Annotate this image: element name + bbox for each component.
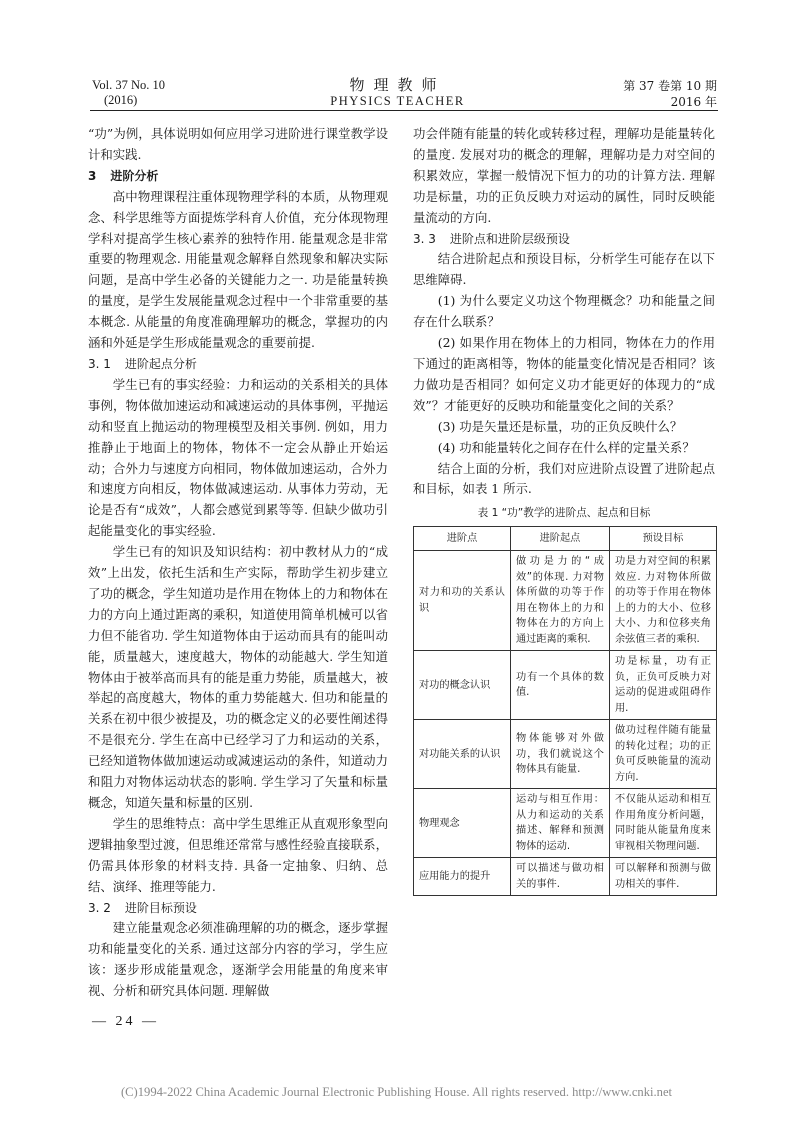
- paragraph: 学生已有的知识及知识结构：初中教材从力的“成效”上出发，依托生活和生产实际，帮助学生初步建立了功的概念，学生知道功是作用在物体上的力和物体在力的方向上通过距离的乘积，知道使用简单机械可以省力但不能省功. 学生知道物体由于运动而具有的能叫动能，质量越大，速度越大，物体的动能越大. 学生知道物体由于被举高而具有的能是重力势能，质量越大，被举起的高度越大，物体的重力势能越大. 但功和能量的关系在初中很少被提及，功的概念定义的必要性阐述得不是很充分. 学生在高中已经学习了力和运动的关系，已经知道物体做加速运动或减速运动的条件，知道动力和阻力对物体运动状态的影响. 学生学习了矢量和标量概念，知道矢量和标量的区别.: [88, 544, 388, 810]
- section-heading: 3 进阶分析: [88, 168, 159, 183]
- journal-volume: [92, 78, 165, 108]
- journal-title-cn: 物理教师: [349, 76, 446, 94]
- table-cell: 功有一个具体的数值.: [511, 651, 610, 720]
- table-header: 进阶起点: [511, 527, 610, 551]
- table-cell: 对功的概念认识: [414, 651, 511, 720]
- table-cell: 物理观念: [414, 789, 511, 858]
- paragraph: 高中物理课程注重体现物理学科的本质，从物理观念、科学思维等方面提炼学科育人价值，充分体现物理学科对提高学生核心素养的独特作用. 能量观念是非常重要的物理观念. 用能量观念解释自然现象和解决实际问题，是高中学生必备的关键能力之一. 功是能量转换的量度，是学生发展能量观念过程中一个非常重要的基本概念. 从能量的角度准确理解功的概念，掌握功的内涵和外延是学生形成能量观念的重要前提.: [88, 188, 388, 351]
- table-cell: 做功过程伴随有能量的转化过程；功的正负可反映能量的流动方向.: [610, 720, 717, 789]
- issue-cn: 第 37 卷第 10 期: [623, 79, 717, 93]
- table-cell: 应用能力的提升: [414, 858, 511, 896]
- table-row: [414, 551, 717, 651]
- table-cell: 功是标量，功有正负，正负可反映力对运动的促进或阻碍作用.: [610, 651, 717, 720]
- paragraph: 建立能量观念必须准确理解的功的概念，逐步掌握功和能量变化的关系. 通过这部分内容的学习，学生应该：逐步形成能量观念，逐渐学会用能量的角度来审视、分析和研究具体问题. 理解做: [88, 920, 388, 999]
- paragraph: 学生已有的事实经验：力和运动的关系相关的具体事例，物体做加速运动和减速运动的具体事例，平抛运动和竖直上抛运动的物理模型及相关事例. 例如，用力推静止于地面上的物体，物体不一定会从静止开始运动；合外力与速度方向相同，物体做加速运动，合外力和速度方向相反，物体做减速运动. 从事体力劳动，无论是否有“成效”，人都会感觉到累等等. 但缺少做功引起能量变化的事实经验.: [88, 376, 388, 539]
- page-number: — 24 —: [92, 1014, 159, 1029]
- question-item: (3) 功是矢量还是标量，功的正负反映什么？: [437, 418, 683, 434]
- paragraph: “功”为例，具体说明如何应用学习进阶进行课堂教学设计和实践.: [88, 126, 388, 162]
- table-cell: 可以描述与做功相关的事件.: [511, 858, 610, 896]
- copyright-footer: (C)1994-2022 China Academic Journal Electronic Publishing House. All rights reserved. http://www.cnki.net: [120, 1085, 673, 1099]
- paragraph: 学生的思维特点：高中学生思维正从直观形象型向逻辑抽象型过渡，但思维还常常与感性经验直接联系，仍需具体形象的材料支持. 具备一定抽象、归纳、总结、演绎、推理等能力.: [88, 815, 388, 894]
- paragraph: 功会伴随有能量的转化或转移过程，理解功是能量转化的量度. 发展对功的概念的理解，理解功是力对空间的积累效应，掌握一般情况下恒力的功的计算方法. 理解功是标量，功的正负反映力对运动的属性，同时反映能量流动的方向.: [413, 126, 715, 225]
- journal-title: [300, 76, 495, 108]
- progression-table: [413, 526, 717, 896]
- question-item: (2) 如果作用在物体上的力相同，物体在力的作用下通过的距离相等，物体的能量变化情况是否相同？该力做功是否相同？如何定义功才能更好的体现力的“成效”？才能更好的反映功和能量变化之间的关系？: [413, 335, 715, 413]
- table-row: [414, 789, 717, 858]
- table-header: 预设目标: [610, 527, 717, 551]
- table-header-row: [414, 527, 717, 551]
- table-row: [414, 720, 717, 789]
- year-cn: 2016 年: [670, 95, 717, 109]
- paragraph: 结合进阶起点和预设目标，分析学生可能存在以下思维障碍.: [413, 251, 715, 288]
- table-cell: 做功是力的“成效”的体现. 力对物体所做的功等于作用在物体上的力和物体在力的方向上通过距离的乘积.: [511, 551, 610, 651]
- header-rule: [90, 110, 718, 111]
- subsection-heading: 3. 1 进阶起点分析: [88, 356, 197, 371]
- subsection-heading: 3. 2 进阶目标预设: [88, 900, 197, 915]
- volume-year: (2016): [104, 93, 138, 107]
- table-row: [414, 651, 717, 720]
- table-cell: 不仅能从运动和相互作用角度分析问题，同时能从能量角度来审视相关物理问题.: [610, 789, 717, 858]
- subsection-heading: 3. 3 进阶点和进阶层级预设: [413, 231, 570, 246]
- table-row: [414, 858, 717, 896]
- question-item: (1) 为什么要定义功这个物理概念？功和能量之间存在什么联系？: [413, 293, 715, 330]
- table-cell: 可以解释和预测与做功相关的事件.: [610, 858, 717, 896]
- left-column: [88, 124, 388, 1002]
- table-header: 进阶点: [414, 527, 511, 551]
- question-item: (4) 功和能量转化之间存在什么样的定量关系？: [437, 439, 695, 455]
- table-cell: 物体能够对外做功，我们就说这个物体具有能量.: [511, 720, 610, 789]
- paragraph: 结合上面的分析，我们对应进阶点设置了进阶起点和目标，如表 1 所示.: [413, 460, 715, 497]
- journal-title-en: PHYSICS TEACHER: [330, 94, 465, 108]
- table-cell: 功是力对空间的积累效应. 力对物体所做的功等于作用在物体上的力的大小、位移大小、力和位移夹角余弦值三者的乘积.: [610, 551, 717, 651]
- journal-issue-cn: [605, 78, 717, 110]
- table-caption: 表 1 “功”教学的进阶点、起点和目标: [477, 507, 651, 520]
- table-cell: 运动与相互作用：从力和运动的关系描述、解释和预测物体的运动.: [511, 789, 610, 858]
- table-cell: 对力和功的关系认识: [414, 551, 511, 651]
- volume-issue: Vol. 37 No. 10: [92, 78, 166, 92]
- right-column: [413, 124, 715, 896]
- table-cell: 对功能关系的认识: [414, 720, 511, 789]
